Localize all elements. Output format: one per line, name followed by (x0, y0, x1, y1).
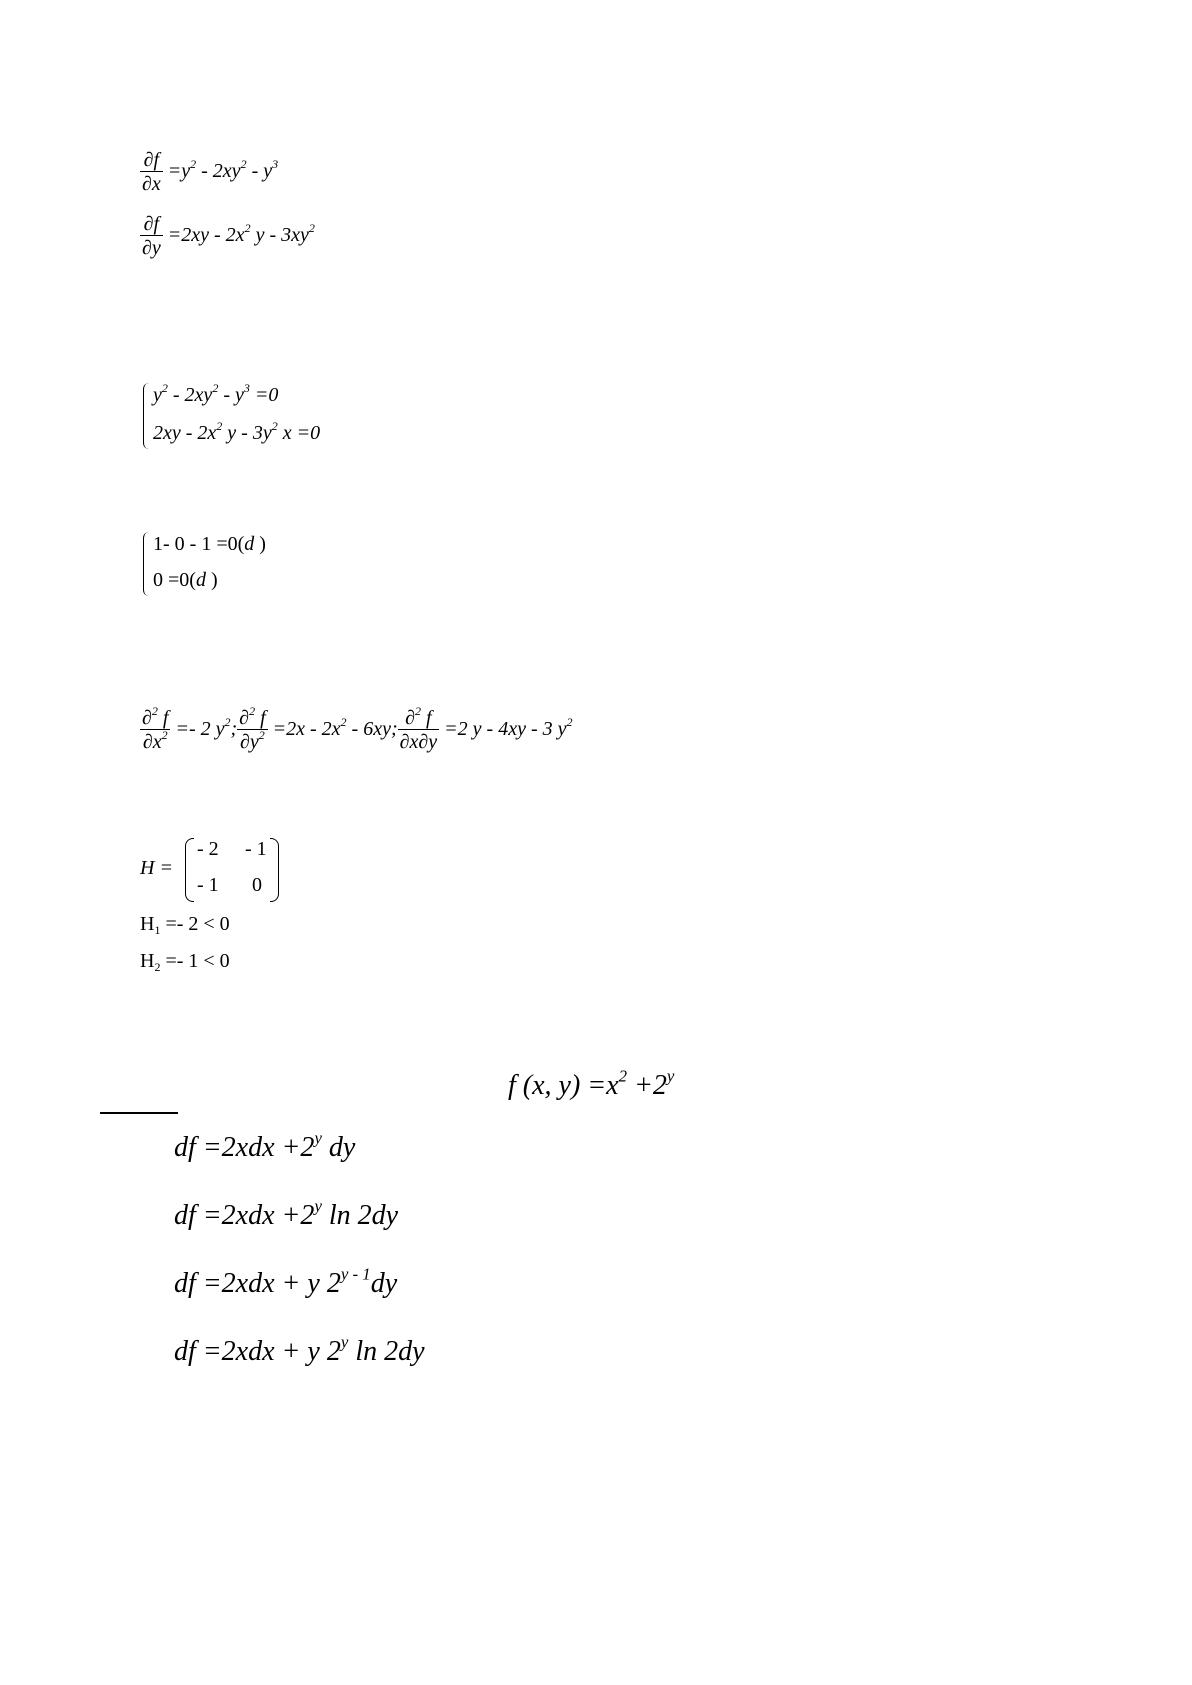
system2-line1: 1- 0 - 1 =0(d ) (153, 533, 266, 555)
hessian-left-paren (185, 838, 194, 902)
hessian-cell-2-2: 0 (252, 874, 262, 896)
question-function: f (x, $y) =x^2 +2^y$ (508, 1066, 675, 1101)
fxx-num: ∂$^2$ f (142, 704, 169, 729)
system2-line2: 0 =0(d ) (153, 569, 218, 591)
fx-rhs: $=y^2 - 2xy^2 - y^3$ (167, 156, 279, 182)
option-4: df =2xdx + y 2$^y$ ln 2dy (174, 1332, 425, 1367)
hessian-cell-1-1: - 2 (197, 838, 219, 860)
partial-fy (140, 214, 315, 258)
hessian-h1: $H_1 =- 2 < 0$ (140, 913, 230, 938)
system1-line2: $2xy - 2x^2$ y - $3y^2$ x =0 (153, 419, 321, 444)
second-partials (140, 704, 573, 753)
system1-brace (143, 383, 152, 449)
fx-num: ∂f (140, 150, 163, 172)
system1-line1: $y^2 - 2xy^2 - y^3 =0$ (153, 381, 279, 406)
fxx-rhs: =- 2 $y^2$; (175, 714, 238, 740)
option-2: df $=2xdx +2^y$ ln 2dy (174, 1196, 399, 1231)
fyy-den: $\partial y^2$ (240, 728, 265, 753)
partial-fx (140, 150, 278, 194)
hessian-cell-1-2: - 1 (245, 838, 267, 860)
fxy-den: ∂x∂y (399, 731, 438, 753)
option-3: df =2xdx + y 2$^{y - 1}$dy (174, 1264, 398, 1299)
hessian-cell-2-1: - 1 (197, 874, 219, 896)
fxy-num: ∂$^2$ f (398, 708, 440, 730)
option-1: df $=2xdx +2^y$ dy (174, 1128, 356, 1163)
question-underline (100, 1112, 178, 1114)
fy-num: ∂f (140, 214, 163, 236)
fy-rhs: $=2xy - 2x^2$ y - $3xy^2$ (167, 220, 315, 246)
fxy-rhs: =2 y - 4xy - 3 $y^2$ (444, 714, 573, 740)
fxx-den: $\partial x^2$ (142, 728, 168, 753)
fy-den: ∂y (142, 237, 161, 259)
hessian-h2: $H_2 =- 1 < 0$ (140, 950, 230, 975)
fx-den: ∂x (142, 173, 161, 195)
hessian-right-paren (270, 838, 279, 902)
fyy-num: ∂$^2$ f (239, 704, 266, 729)
hessian-label: H = (140, 857, 173, 879)
system2-brace (143, 532, 152, 596)
fyy-rhs: $=2x - 2x^2 - 6xy$; (272, 714, 398, 740)
